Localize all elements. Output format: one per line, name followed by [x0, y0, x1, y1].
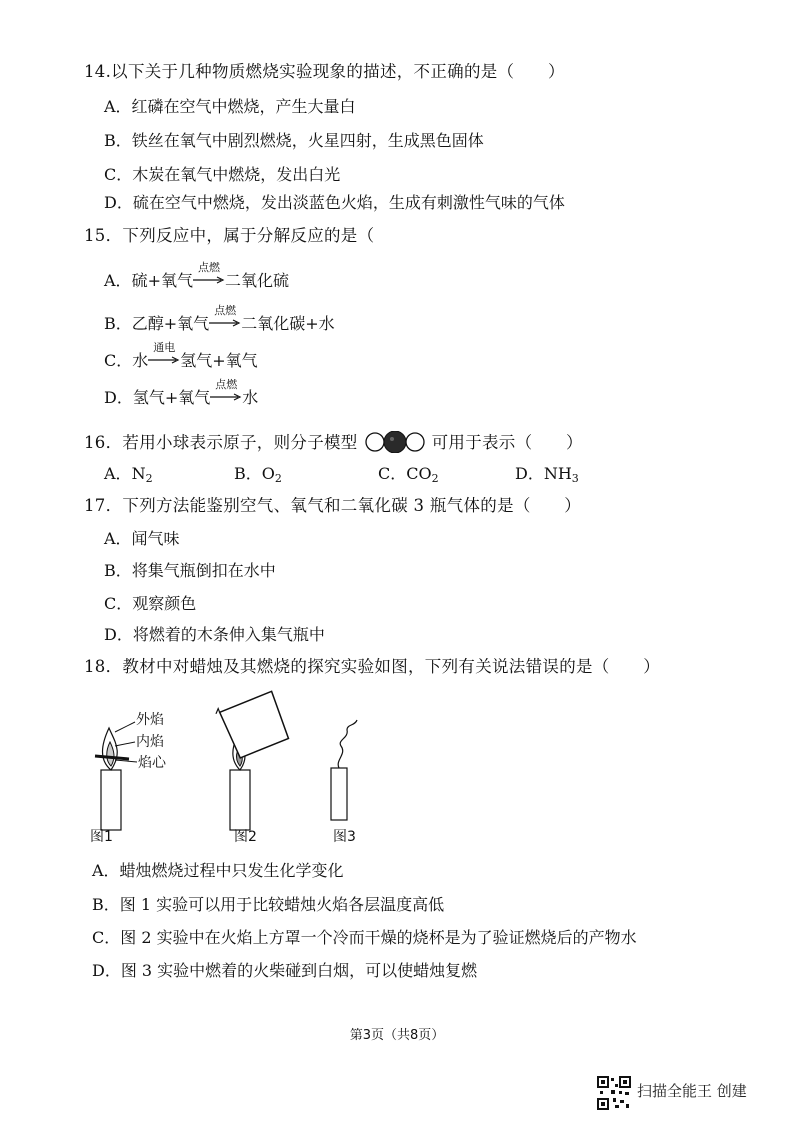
reaction-condition: 点燃 — [214, 304, 237, 317]
subscript: 2 — [274, 472, 282, 485]
q17-option-a: A．闻气味 — [104, 529, 180, 548]
q15-option-c — [104, 341, 258, 371]
q15-stem: 15．下列反应中，属于分解反应的是（ — [84, 226, 375, 245]
formula: CO — [406, 464, 432, 483]
reaction-condition: 通电 — [153, 341, 176, 354]
reaction-condition: 点燃 — [215, 378, 238, 391]
q18-stem: 18．教材中对蜡烛及其燃烧的探究实验如图，下列有关说法错误的是（ ） — [84, 657, 660, 676]
reaction-arrow — [148, 341, 180, 368]
caption-figure2: 图2 — [234, 829, 257, 845]
arrow-icon — [193, 276, 225, 284]
option-label: C． — [378, 464, 407, 483]
caption-figure1: 图1 — [90, 829, 113, 845]
q17-option-b: B．将集气瓶倒扣在水中 — [104, 561, 276, 580]
formula: N — [131, 464, 146, 483]
reactants: 乙醇+氧气 — [131, 314, 210, 333]
reaction-arrow — [210, 378, 242, 405]
q17-option-d: D．将燃着的木条伸入集气瓶中 — [104, 625, 325, 644]
q15-option-d — [104, 378, 259, 408]
q18-option-c: C．图 2 实验中在火焰上方罩一个冷而干燥的烧杯是为了验证燃烧后的产物水 — [92, 928, 637, 947]
q16-option-a — [104, 464, 153, 489]
molecule-model-icon — [364, 431, 426, 453]
q18-option-b: B．图 1 实验可以用于比较蜡烛火焰各层温度高低 — [92, 895, 445, 914]
q16-option-b — [234, 464, 282, 489]
reaction-arrow — [209, 304, 241, 331]
reactants: 水 — [132, 351, 149, 370]
q16-option-d — [515, 464, 579, 489]
caption-figure3: 图3 — [333, 829, 356, 845]
q16-stem-after: 可用于表示（ ） — [431, 433, 583, 452]
scanner-watermark: 扫描全能王 创建 — [637, 1082, 747, 1100]
products: 二氧化硫 — [224, 271, 289, 290]
q18-option-a: A．蜡烛燃烧过程中只发生化学变化 — [92, 861, 344, 880]
figure3-candle — [331, 720, 357, 820]
products: 氢气+氧气 — [180, 351, 258, 370]
label-flame-core: 焰心 — [138, 755, 166, 771]
subscript: 2 — [431, 472, 439, 485]
page-number: 第3页（共8页） — [349, 1028, 445, 1043]
figure2-candle — [214, 690, 290, 830]
formula: NH — [543, 464, 572, 483]
q15-option-b — [104, 304, 335, 334]
q17-stem: 17．下列方法能鉴别空气、氧气和二氧化碳 3 瓶气体的是（ ） — [84, 496, 582, 515]
arrow-icon — [209, 319, 241, 327]
reactants: 硫+氧气 — [131, 271, 193, 290]
formula: O — [261, 464, 275, 483]
q15-option-a — [104, 261, 289, 291]
option-label: C． — [104, 351, 133, 370]
option-label: D． — [515, 464, 544, 483]
reaction-condition: 点燃 — [197, 261, 220, 274]
subscript: 2 — [145, 472, 153, 485]
figure1-candle — [95, 722, 137, 830]
products: 水 — [242, 388, 259, 407]
q14-option-b: B．铁丝在氧气中剧烈燃烧，火星四射，生成黑色固体 — [104, 131, 484, 150]
arrow-icon — [148, 356, 180, 364]
arrow-icon — [210, 393, 242, 401]
reactants: 氢气+氧气 — [132, 388, 211, 407]
q14-option-a: A．红磷在空气中燃烧，产生大量白 — [104, 97, 356, 116]
q16-stem-before: 16．若用小球表示原子，则分子模型 — [84, 433, 358, 452]
q16-option-c — [378, 464, 439, 489]
q14-stem: 14.以下关于几种物质燃烧实验现象的描述，不正确的是（ ） — [84, 62, 565, 81]
option-label: D． — [104, 388, 133, 407]
q14-option-d: D．硫在空气中燃烧，发出淡蓝色火焰，生成有刺激性气味的气体 — [104, 193, 565, 212]
label-inner-flame: 内焰 — [136, 734, 164, 750]
subscript: 3 — [571, 472, 579, 485]
qr-code-icon — [597, 1076, 631, 1110]
q16-stem — [84, 431, 583, 453]
q17-option-c: C．观察颜色 — [104, 594, 197, 613]
q18-option-d: D．图 3 实验中燃着的火柴碰到白烟，可以使蜡烛复燃 — [92, 961, 478, 980]
q14-option-c: C．木炭在氧气中燃烧，发出白光 — [104, 165, 341, 184]
option-label: B． — [104, 314, 132, 333]
option-label: B． — [234, 464, 262, 483]
label-outer-flame: 外焰 — [136, 712, 164, 728]
option-label: A． — [104, 271, 132, 290]
reaction-arrow — [193, 261, 225, 288]
option-label: A． — [104, 464, 132, 483]
products: 二氧化碳+水 — [241, 314, 335, 333]
